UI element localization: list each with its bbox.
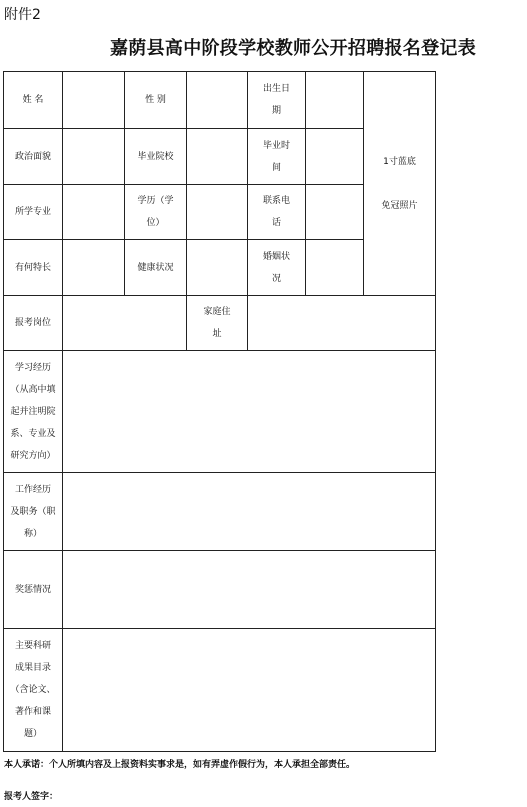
study-history-label: 学习经历 （从高中填 起并注明院 系、专业及 研究方向） — [4, 351, 63, 473]
form-title: 嘉荫县高中阶段学校教师公开招聘报名登记表 — [110, 38, 476, 59]
photo-placeholder: 1寸蓝底 免冠照片 — [364, 72, 436, 296]
attachment-label: 附件2 — [4, 7, 41, 23]
degree-field[interactable] — [187, 185, 248, 240]
applicant-pledge: 本人承诺：个人所填内容及上报资料实事求是，如有弄虚作假行为，本人承担全部责任。 — [4, 760, 356, 770]
political-status-field[interactable] — [63, 129, 125, 185]
phone-field[interactable] — [306, 185, 364, 240]
gender-label: 性 别 — [125, 72, 187, 129]
home-address-field[interactable] — [248, 296, 436, 351]
applied-position-label: 报考岗位 — [4, 296, 63, 351]
health-field[interactable] — [187, 240, 248, 296]
research-results-field[interactable] — [63, 629, 436, 752]
applied-position-field[interactable] — [63, 296, 187, 351]
name-field[interactable] — [63, 72, 125, 129]
birth-date-field[interactable] — [306, 72, 364, 129]
specialty-label: 有何特长 — [4, 240, 63, 296]
health-label: 健康状况 — [125, 240, 187, 296]
gender-field[interactable] — [187, 72, 248, 129]
marital-status-label: 婚姻状 况 — [248, 240, 306, 296]
major-label: 所学专业 — [4, 185, 63, 240]
awards-field[interactable] — [63, 551, 436, 629]
degree-label: 学历（学 位） — [125, 185, 187, 240]
graduate-school-field[interactable] — [187, 129, 248, 185]
awards-label: 奖惩情况 — [4, 551, 63, 629]
graduation-time-label: 毕业时 间 — [248, 129, 306, 185]
graduation-time-field[interactable] — [306, 129, 364, 185]
name-label: 姓 名 — [4, 72, 63, 129]
political-status-label: 政治面貌 — [4, 129, 63, 185]
study-history-field[interactable] — [63, 351, 436, 473]
research-results-label: 主要科研 成果目录 （含论文、 著作和课 题） — [4, 629, 63, 752]
home-address-label: 家庭住 址 — [187, 296, 248, 351]
applicant-signature-label: 报考人签字： — [4, 792, 59, 802]
work-history-field[interactable] — [63, 473, 436, 551]
work-history-label: 工作经历 及职务（职 称） — [4, 473, 63, 551]
graduate-school-label: 毕业院校 — [125, 129, 187, 185]
major-field[interactable] — [63, 185, 125, 240]
marital-status-field[interactable] — [306, 240, 364, 296]
specialty-field[interactable] — [63, 240, 125, 296]
registration-form-table — [3, 71, 436, 752]
birth-date-label: 出生日 期 — [248, 72, 306, 129]
phone-label: 联系电 话 — [248, 185, 306, 240]
